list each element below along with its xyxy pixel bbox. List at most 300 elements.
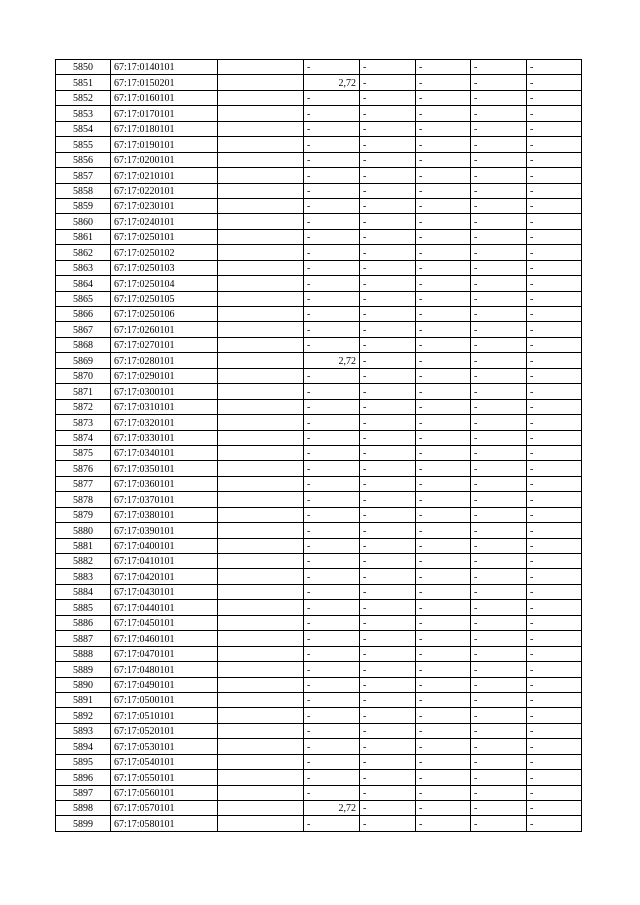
empty-cell xyxy=(218,708,304,723)
empty-cell xyxy=(218,430,304,445)
dash-cell: - xyxy=(416,121,471,136)
dash-cell: - xyxy=(471,245,527,260)
dash-cell: - xyxy=(471,492,527,507)
value-cell: - xyxy=(304,152,360,167)
cadastral-code-cell: 67:17:0560101 xyxy=(111,785,218,800)
dash-cell: - xyxy=(360,384,416,399)
dash-cell: - xyxy=(471,569,527,584)
table-row xyxy=(56,183,582,198)
dash-cell: - xyxy=(416,384,471,399)
cadastral-code-cell: 67:17:0220101 xyxy=(111,183,218,198)
row-number-cell: 5886 xyxy=(56,615,111,630)
dash-cell: - xyxy=(360,492,416,507)
dash-cell: - xyxy=(360,168,416,183)
table-row xyxy=(56,600,582,615)
row-number-cell: 5856 xyxy=(56,152,111,167)
empty-cell xyxy=(218,137,304,152)
empty-cell xyxy=(218,523,304,538)
table-row xyxy=(56,584,582,599)
empty-cell xyxy=(218,152,304,167)
table-row xyxy=(56,523,582,538)
row-number-cell: 5888 xyxy=(56,646,111,661)
dash-cell: - xyxy=(471,523,527,538)
dash-cell: - xyxy=(360,399,416,414)
table-row xyxy=(56,476,582,491)
row-number-cell: 5875 xyxy=(56,445,111,460)
cadastral-code-cell: 67:17:0190101 xyxy=(111,137,218,152)
empty-cell xyxy=(218,476,304,491)
dash-cell: - xyxy=(360,368,416,383)
dash-cell: - xyxy=(360,646,416,661)
dash-cell: - xyxy=(416,106,471,121)
dash-cell: - xyxy=(360,214,416,229)
value-cell: - xyxy=(304,399,360,414)
row-number-cell: 5885 xyxy=(56,600,111,615)
cadastral-code-cell: 67:17:0570101 xyxy=(111,801,218,816)
empty-cell xyxy=(218,677,304,692)
empty-cell xyxy=(218,646,304,661)
row-number-cell: 5870 xyxy=(56,368,111,383)
dash-cell: - xyxy=(416,461,471,476)
value-cell: - xyxy=(304,198,360,213)
dash-cell: - xyxy=(527,260,582,275)
dash-cell: - xyxy=(527,106,582,121)
dash-cell: - xyxy=(360,430,416,445)
empty-cell xyxy=(218,399,304,414)
dash-cell: - xyxy=(416,322,471,337)
dash-cell: - xyxy=(471,507,527,522)
dash-cell: - xyxy=(416,538,471,553)
cadastral-code-cell: 67:17:0420101 xyxy=(111,569,218,584)
value-cell: - xyxy=(304,708,360,723)
dash-cell: - xyxy=(360,708,416,723)
table-row xyxy=(56,384,582,399)
value-cell: - xyxy=(304,538,360,553)
empty-cell xyxy=(218,106,304,121)
dash-cell: - xyxy=(416,198,471,213)
dash-cell: - xyxy=(471,291,527,306)
dash-cell: - xyxy=(471,337,527,352)
empty-cell xyxy=(218,801,304,816)
cadastral-code-cell: 67:17:0290101 xyxy=(111,368,218,383)
dash-cell: - xyxy=(360,276,416,291)
cadastral-code-cell: 67:17:0240101 xyxy=(111,214,218,229)
dash-cell: - xyxy=(471,461,527,476)
row-number-cell: 5866 xyxy=(56,307,111,322)
row-number-cell: 5860 xyxy=(56,214,111,229)
table-row xyxy=(56,569,582,584)
value-cell: - xyxy=(304,168,360,183)
table-row xyxy=(56,770,582,785)
cadastral-code-cell: 67:17:0210101 xyxy=(111,168,218,183)
dash-cell: - xyxy=(360,507,416,522)
table-row xyxy=(56,276,582,291)
row-number-cell: 5887 xyxy=(56,631,111,646)
dash-cell: - xyxy=(416,90,471,105)
table-row xyxy=(56,168,582,183)
row-number-cell: 5882 xyxy=(56,554,111,569)
cadastral-code-cell: 67:17:0470101 xyxy=(111,646,218,661)
table-row xyxy=(56,615,582,630)
table-row xyxy=(56,291,582,306)
dash-cell: - xyxy=(527,214,582,229)
row-number-cell: 5862 xyxy=(56,245,111,260)
dash-cell: - xyxy=(527,770,582,785)
table-row xyxy=(56,816,582,831)
row-number-cell: 5884 xyxy=(56,584,111,599)
value-cell: - xyxy=(304,523,360,538)
value-cell: - xyxy=(304,106,360,121)
dash-cell: - xyxy=(360,739,416,754)
empty-cell xyxy=(218,631,304,646)
cadastral-code-cell: 67:17:0580101 xyxy=(111,816,218,831)
dash-cell: - xyxy=(416,368,471,383)
dash-cell: - xyxy=(416,337,471,352)
row-number-cell: 5852 xyxy=(56,90,111,105)
empty-cell xyxy=(218,492,304,507)
dash-cell: - xyxy=(360,662,416,677)
dash-cell: - xyxy=(360,801,416,816)
dash-cell: - xyxy=(416,677,471,692)
empty-cell xyxy=(218,600,304,615)
dash-cell: - xyxy=(416,708,471,723)
dash-cell: - xyxy=(471,229,527,244)
dash-cell: - xyxy=(360,461,416,476)
dash-cell: - xyxy=(360,307,416,322)
dash-cell: - xyxy=(416,492,471,507)
dash-cell: - xyxy=(527,584,582,599)
dash-cell: - xyxy=(416,229,471,244)
dash-cell: - xyxy=(471,631,527,646)
dash-cell: - xyxy=(471,662,527,677)
dash-cell: - xyxy=(527,538,582,553)
empty-cell xyxy=(218,90,304,105)
table-row xyxy=(56,538,582,553)
value-cell: - xyxy=(304,554,360,569)
dash-cell: - xyxy=(471,75,527,90)
table-row xyxy=(56,646,582,661)
dash-cell: - xyxy=(471,276,527,291)
dash-cell: - xyxy=(471,476,527,491)
dash-cell: - xyxy=(416,646,471,661)
empty-cell xyxy=(218,307,304,322)
dash-cell: - xyxy=(471,554,527,569)
empty-cell xyxy=(218,816,304,831)
dash-cell: - xyxy=(360,785,416,800)
dash-cell: - xyxy=(527,816,582,831)
row-number-cell: 5857 xyxy=(56,168,111,183)
cadastral-code-cell: 67:17:0160101 xyxy=(111,90,218,105)
value-cell: - xyxy=(304,754,360,769)
value-cell: - xyxy=(304,60,360,75)
empty-cell xyxy=(218,415,304,430)
dash-cell: - xyxy=(527,137,582,152)
row-number-cell: 5867 xyxy=(56,322,111,337)
row-number-cell: 5897 xyxy=(56,785,111,800)
empty-cell xyxy=(218,198,304,213)
dash-cell: - xyxy=(416,75,471,90)
value-cell: - xyxy=(304,337,360,352)
dash-cell: - xyxy=(360,322,416,337)
cadastral-code-cell: 67:17:0350101 xyxy=(111,461,218,476)
dash-cell: - xyxy=(527,168,582,183)
dash-cell: - xyxy=(471,739,527,754)
row-number-cell: 5874 xyxy=(56,430,111,445)
value-cell: - xyxy=(304,476,360,491)
empty-cell xyxy=(218,739,304,754)
row-number-cell: 5861 xyxy=(56,229,111,244)
empty-cell xyxy=(218,770,304,785)
dash-cell: - xyxy=(360,754,416,769)
row-number-cell: 5876 xyxy=(56,461,111,476)
cadastral-code-cell: 67:17:0370101 xyxy=(111,492,218,507)
table-row xyxy=(56,106,582,121)
dash-cell: - xyxy=(416,523,471,538)
dash-cell: - xyxy=(360,229,416,244)
dash-cell: - xyxy=(471,770,527,785)
value-cell: - xyxy=(304,415,360,430)
dash-cell: - xyxy=(471,121,527,136)
dash-cell: - xyxy=(527,523,582,538)
value-cell: - xyxy=(304,183,360,198)
dash-cell: - xyxy=(416,60,471,75)
table-row xyxy=(56,785,582,800)
dash-cell: - xyxy=(471,430,527,445)
dash-cell: - xyxy=(416,785,471,800)
value-cell: - xyxy=(304,214,360,229)
dash-cell: - xyxy=(527,198,582,213)
empty-cell xyxy=(218,785,304,800)
table-row xyxy=(56,631,582,646)
row-number-cell: 5868 xyxy=(56,337,111,352)
value-cell: 2,72 xyxy=(304,75,360,90)
dash-cell: - xyxy=(360,476,416,491)
empty-cell xyxy=(218,662,304,677)
table-row xyxy=(56,739,582,754)
row-number-cell: 5890 xyxy=(56,677,111,692)
row-number-cell: 5879 xyxy=(56,507,111,522)
value-cell: - xyxy=(304,492,360,507)
dash-cell: - xyxy=(360,692,416,707)
cadastral-code-cell: 67:17:0250106 xyxy=(111,307,218,322)
empty-cell xyxy=(218,337,304,352)
dash-cell: - xyxy=(527,492,582,507)
dash-cell: - xyxy=(416,739,471,754)
dash-cell: - xyxy=(360,106,416,121)
cadastral-code-cell: 67:17:0510101 xyxy=(111,708,218,723)
dash-cell: - xyxy=(527,183,582,198)
dash-cell: - xyxy=(527,554,582,569)
cadastral-code-cell: 67:17:0540101 xyxy=(111,754,218,769)
cadastral-code-cell: 67:17:0430101 xyxy=(111,584,218,599)
cadastral-code-cell: 67:17:0340101 xyxy=(111,445,218,460)
cadastral-code-cell: 67:17:0230101 xyxy=(111,198,218,213)
row-number-cell: 5893 xyxy=(56,723,111,738)
row-number-cell: 5858 xyxy=(56,183,111,198)
dash-cell: - xyxy=(527,75,582,90)
row-number-cell: 5894 xyxy=(56,739,111,754)
dash-cell: - xyxy=(471,816,527,831)
dash-cell: - xyxy=(527,600,582,615)
dash-cell: - xyxy=(527,662,582,677)
dash-cell: - xyxy=(471,801,527,816)
dash-cell: - xyxy=(471,538,527,553)
dash-cell: - xyxy=(416,476,471,491)
cadastral-code-cell: 67:17:0450101 xyxy=(111,615,218,630)
dash-cell: - xyxy=(360,245,416,260)
dash-cell: - xyxy=(360,569,416,584)
table-row xyxy=(56,229,582,244)
value-cell: - xyxy=(304,615,360,630)
table-row xyxy=(56,137,582,152)
dash-cell: - xyxy=(416,770,471,785)
value-cell: - xyxy=(304,384,360,399)
dash-cell: - xyxy=(471,260,527,275)
dash-cell: - xyxy=(360,353,416,368)
dash-cell: - xyxy=(527,276,582,291)
dash-cell: - xyxy=(416,183,471,198)
dash-cell: - xyxy=(471,322,527,337)
dash-cell: - xyxy=(416,214,471,229)
empty-cell xyxy=(218,168,304,183)
cadastral-code-cell: 67:17:0250102 xyxy=(111,245,218,260)
dash-cell: - xyxy=(527,399,582,414)
table-row xyxy=(56,801,582,816)
value-cell: - xyxy=(304,600,360,615)
dash-cell: - xyxy=(360,523,416,538)
dash-cell: - xyxy=(360,615,416,630)
table-row xyxy=(56,662,582,677)
dash-cell: - xyxy=(471,600,527,615)
dash-cell: - xyxy=(527,90,582,105)
table-row xyxy=(56,245,582,260)
row-number-cell: 5883 xyxy=(56,569,111,584)
dash-cell: - xyxy=(527,368,582,383)
dash-cell: - xyxy=(471,90,527,105)
dash-cell: - xyxy=(360,584,416,599)
value-cell: 2,72 xyxy=(304,801,360,816)
dash-cell: - xyxy=(471,692,527,707)
row-number-cell: 5899 xyxy=(56,816,111,831)
value-cell: - xyxy=(304,816,360,831)
cadastral-code-cell: 67:17:0250104 xyxy=(111,276,218,291)
row-number-cell: 5889 xyxy=(56,662,111,677)
value-cell: - xyxy=(304,245,360,260)
value-cell: - xyxy=(304,90,360,105)
value-cell: - xyxy=(304,322,360,337)
dash-cell: - xyxy=(416,692,471,707)
dash-cell: - xyxy=(416,291,471,306)
table-body xyxy=(56,60,582,832)
value-cell: - xyxy=(304,276,360,291)
cadastral-code-cell: 67:17:0300101 xyxy=(111,384,218,399)
dash-cell: - xyxy=(360,538,416,553)
dash-cell: - xyxy=(527,507,582,522)
row-number-cell: 5859 xyxy=(56,198,111,213)
cadastral-code-cell: 67:17:0490101 xyxy=(111,677,218,692)
table-row xyxy=(56,368,582,383)
dash-cell: - xyxy=(360,600,416,615)
value-cell: - xyxy=(304,785,360,800)
table-row xyxy=(56,415,582,430)
cadastral-code-cell: 67:17:0400101 xyxy=(111,538,218,553)
dash-cell: - xyxy=(360,152,416,167)
dash-cell: - xyxy=(416,554,471,569)
dash-cell: - xyxy=(416,600,471,615)
data-table xyxy=(55,59,582,832)
row-number-cell: 5880 xyxy=(56,523,111,538)
table-row xyxy=(56,60,582,75)
table-row xyxy=(56,399,582,414)
dash-cell: - xyxy=(471,708,527,723)
row-number-cell: 5855 xyxy=(56,137,111,152)
row-number-cell: 5863 xyxy=(56,260,111,275)
dash-cell: - xyxy=(527,384,582,399)
cadastral-code-cell: 67:17:0530101 xyxy=(111,739,218,754)
cadastral-code-cell: 67:17:0250103 xyxy=(111,260,218,275)
cadastral-code-cell: 67:17:0280101 xyxy=(111,353,218,368)
dash-cell: - xyxy=(471,415,527,430)
dash-cell: - xyxy=(527,291,582,306)
dash-cell: - xyxy=(416,353,471,368)
dash-cell: - xyxy=(527,445,582,460)
dash-cell: - xyxy=(527,415,582,430)
cadastral-code-cell: 67:17:0250101 xyxy=(111,229,218,244)
dash-cell: - xyxy=(471,615,527,630)
dash-cell: - xyxy=(471,60,527,75)
row-number-cell: 5881 xyxy=(56,538,111,553)
table-row xyxy=(56,492,582,507)
dash-cell: - xyxy=(360,770,416,785)
cadastral-code-cell: 67:17:0390101 xyxy=(111,523,218,538)
cadastral-code-cell: 67:17:0520101 xyxy=(111,723,218,738)
empty-cell xyxy=(218,507,304,522)
cadastral-code-cell: 67:17:0250105 xyxy=(111,291,218,306)
empty-cell xyxy=(218,322,304,337)
empty-cell xyxy=(218,229,304,244)
dash-cell: - xyxy=(527,322,582,337)
cadastral-code-cell: 67:17:0440101 xyxy=(111,600,218,615)
empty-cell xyxy=(218,615,304,630)
cadastral-code-cell: 67:17:0320101 xyxy=(111,415,218,430)
dash-cell: - xyxy=(360,445,416,460)
dash-cell: - xyxy=(527,353,582,368)
empty-cell xyxy=(218,461,304,476)
dash-cell: - xyxy=(416,507,471,522)
table-row xyxy=(56,353,582,368)
dash-cell: - xyxy=(416,723,471,738)
row-number-cell: 5853 xyxy=(56,106,111,121)
empty-cell xyxy=(218,60,304,75)
cadastral-code-cell: 67:17:0270101 xyxy=(111,337,218,352)
empty-cell xyxy=(218,384,304,399)
value-cell: - xyxy=(304,137,360,152)
dash-cell: - xyxy=(527,152,582,167)
empty-cell xyxy=(218,368,304,383)
cadastral-code-cell: 67:17:0310101 xyxy=(111,399,218,414)
table-row xyxy=(56,90,582,105)
empty-cell xyxy=(218,569,304,584)
dash-cell: - xyxy=(471,384,527,399)
value-cell: - xyxy=(304,646,360,661)
dash-cell: - xyxy=(360,723,416,738)
dash-cell: - xyxy=(527,615,582,630)
dash-cell: - xyxy=(360,137,416,152)
dash-cell: - xyxy=(416,631,471,646)
dash-cell: - xyxy=(360,337,416,352)
cadastral-code-cell: 67:17:0460101 xyxy=(111,631,218,646)
empty-cell xyxy=(218,584,304,599)
